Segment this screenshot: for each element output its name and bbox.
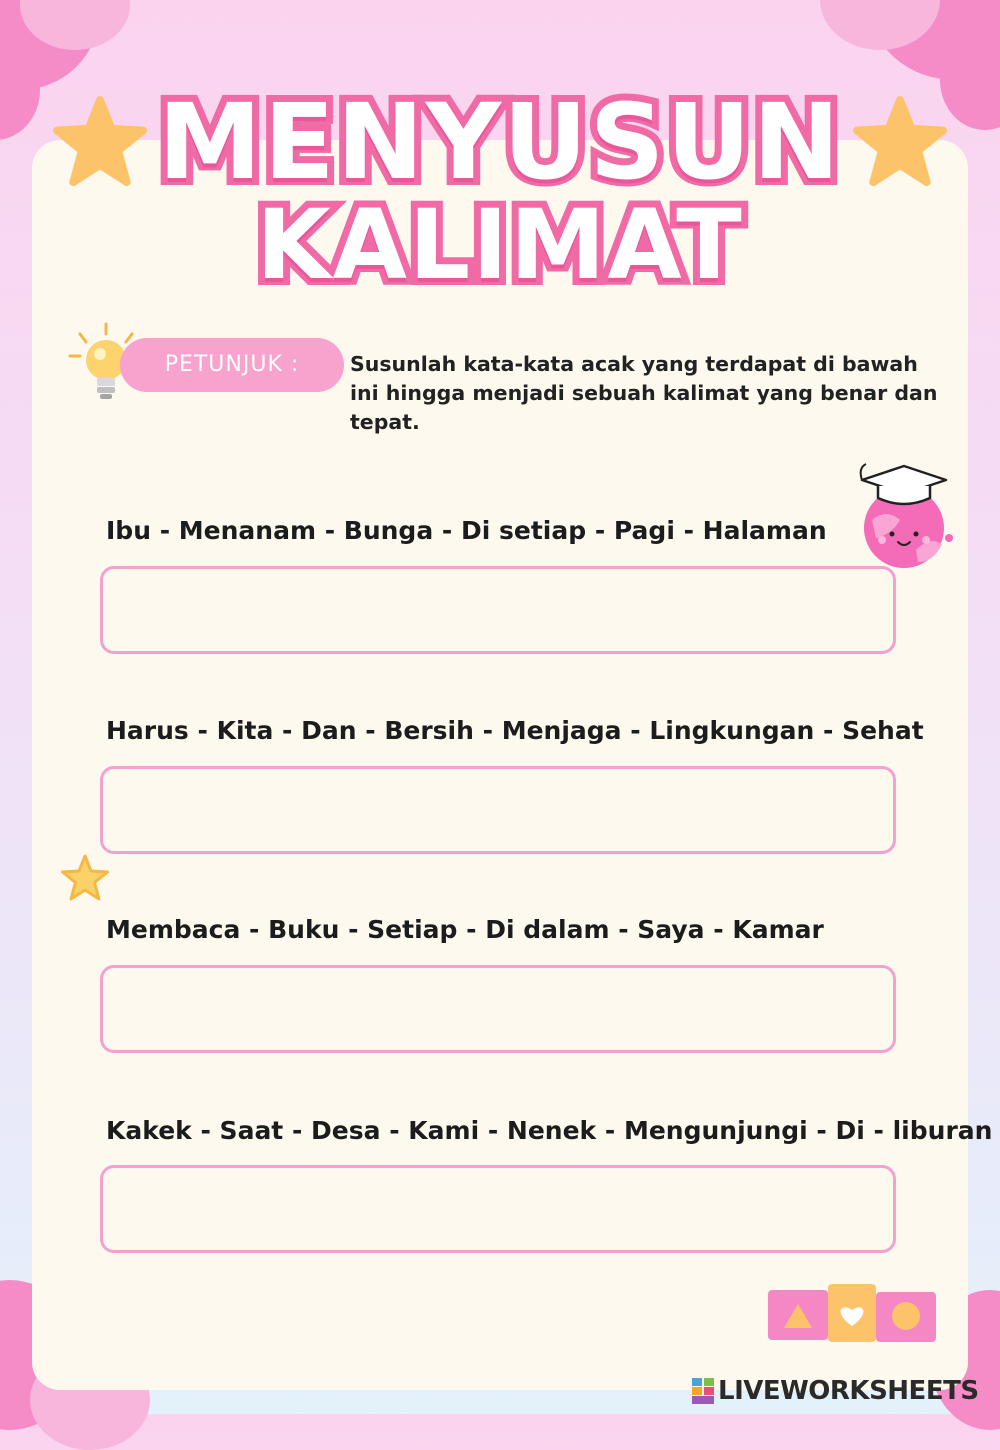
instruction-label: PETUNJUK : <box>120 338 344 392</box>
answer-input-1[interactable] <box>100 566 896 654</box>
question-3-words: Membaca - Buku - Setiap - Di dalam - Saya - Kamar <box>106 915 824 944</box>
liveworksheets-logo-icon <box>692 1378 714 1404</box>
puzzle-pieces-icon <box>764 1280 940 1348</box>
brand-wordmark: LIVEWORKSHEETS <box>718 1376 979 1406</box>
page-title-line-2: KALIMAT <box>256 189 744 301</box>
star-icon <box>60 854 110 902</box>
question-2-words: Harus - Kita - Dan - Bersih - Menjaga - Lingkungan - Sehat <box>106 716 924 745</box>
answer-input-4[interactable] <box>100 1165 896 1253</box>
question-4-words: Kakek - Saat - Desa - Kami - Nenek - Mengunjungi - Di - liburan <box>106 1116 993 1145</box>
star-icon <box>52 96 148 188</box>
star-icon <box>852 96 948 188</box>
question-1-words: Ibu - Menanam - Bunga - Di setiap - Pagi - Halaman <box>106 516 827 545</box>
answer-input-2[interactable] <box>100 766 896 854</box>
instruction-text: Susunlah kata-kata acak yang terdapat di bawah ini hingga menjadi sebuah kalimat yang benar dan tepat. <box>350 352 938 434</box>
graduate-planet-mascot-icon <box>852 458 956 574</box>
page-title-line-1: MENYUSUN <box>158 81 842 203</box>
answer-input-3[interactable] <box>100 965 896 1053</box>
